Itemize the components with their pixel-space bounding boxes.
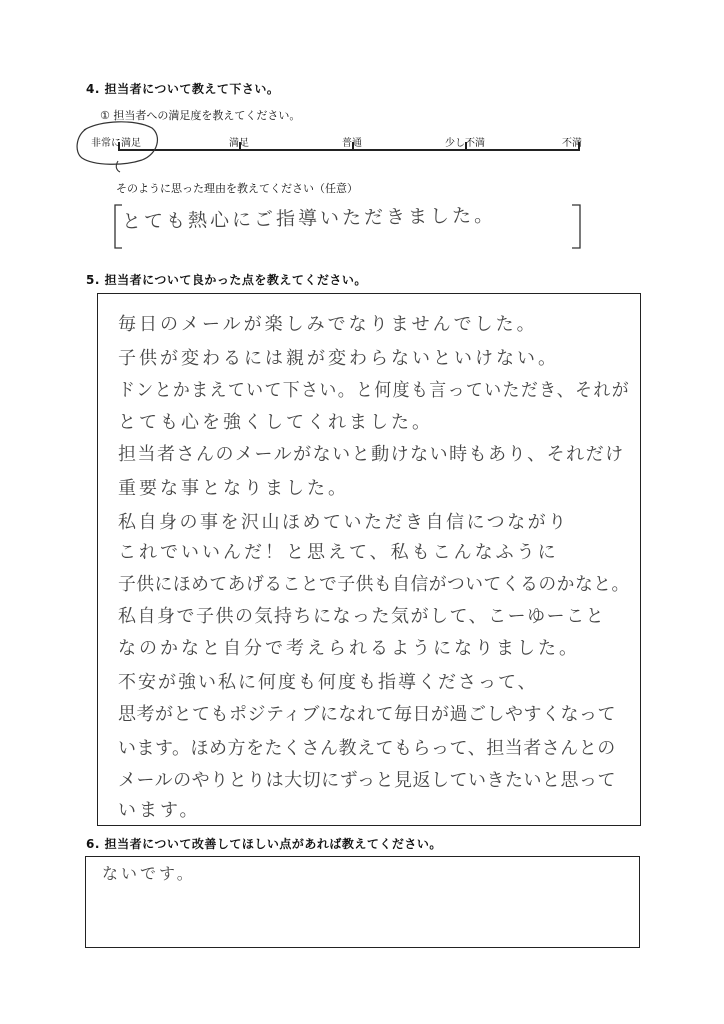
answer-line-5: 担当者さんのメールがないと動けない時もあり、それだけ (118, 444, 625, 465)
answer-line-16: います。 (118, 800, 201, 821)
good-points-answer-box[interactable] (97, 293, 641, 826)
answer-line-3: ドンとかまえていて下さい。と何度も言っていただき、それが (118, 380, 631, 401)
section4-heading: 4. 担当者について教えて下さい。 (86, 82, 280, 96)
scale-line (118, 149, 580, 151)
section5-heading: 5. 担当者について良かった点を教えてください。 (86, 273, 367, 287)
answer-line-14: います。ほめ方をたくさん教えてもらって、担当者さんとの (118, 738, 616, 759)
answer-line-2: 子供が変わるには親が変わらないといけない。 (118, 348, 559, 369)
answer-line-15: メールのやりとりは大切にずっと見返していきたいと思って (118, 770, 617, 791)
answer-line-11: なのかなと自分で考えられるようになりました。 (118, 638, 580, 659)
scale-option-dissatisfied[interactable]: 不満 (562, 138, 582, 149)
answer-line-6: 重要な事となりました。 (118, 478, 349, 499)
improvement-answer-text: ないです。 (102, 864, 196, 883)
satisfaction-question-label: ① 担当者への満足度を教えてください。 (100, 109, 301, 122)
answer-line-4: とても心を強くしてくれました。 (118, 412, 433, 433)
scale-option-slightly-dissatisfied[interactable]: 少し不満 (445, 138, 485, 149)
scale-option-neutral[interactable]: 普通 (342, 138, 362, 149)
selection-circle-mark (72, 116, 162, 174)
answer-line-12: 不安が強い私に何度も何度も指導くださって、 (118, 672, 538, 693)
answer-line-10: 私自身で子供の気持ちになった気がして、こーゆーこと (118, 606, 606, 627)
improvement-answer-box[interactable] (85, 856, 640, 948)
answer-line-7: 私自身の事を沢山ほめていただき自信につながり (118, 512, 569, 533)
reason-answer-text: とても熱心にご指導いただきました。 (121, 204, 497, 233)
scale-option-satisfied[interactable]: 満足 (229, 138, 249, 149)
answer-line-9: 子供にほめてあげることで子供も自信がついてくるのかなと。 (118, 574, 630, 595)
answer-line-8: これでいいんだ！と思えて、私もこんなふうに (118, 542, 559, 563)
scale-option-very-satisfied[interactable]: 非常に満足 (91, 138, 141, 149)
reason-prompt: そのように思った理由を教えてください（任意） (116, 182, 358, 195)
reason-field[interactable] (112, 203, 584, 251)
answer-line-1: 毎日のメールが楽しみでなりませんでした。 (118, 314, 538, 335)
answer-line-13: 思考がとてもポジティブになれて毎日が過ごしやすくなって (118, 704, 617, 725)
section6-heading: 6. 担当者について改善してほしい点があれば教えてください。 (86, 837, 442, 851)
